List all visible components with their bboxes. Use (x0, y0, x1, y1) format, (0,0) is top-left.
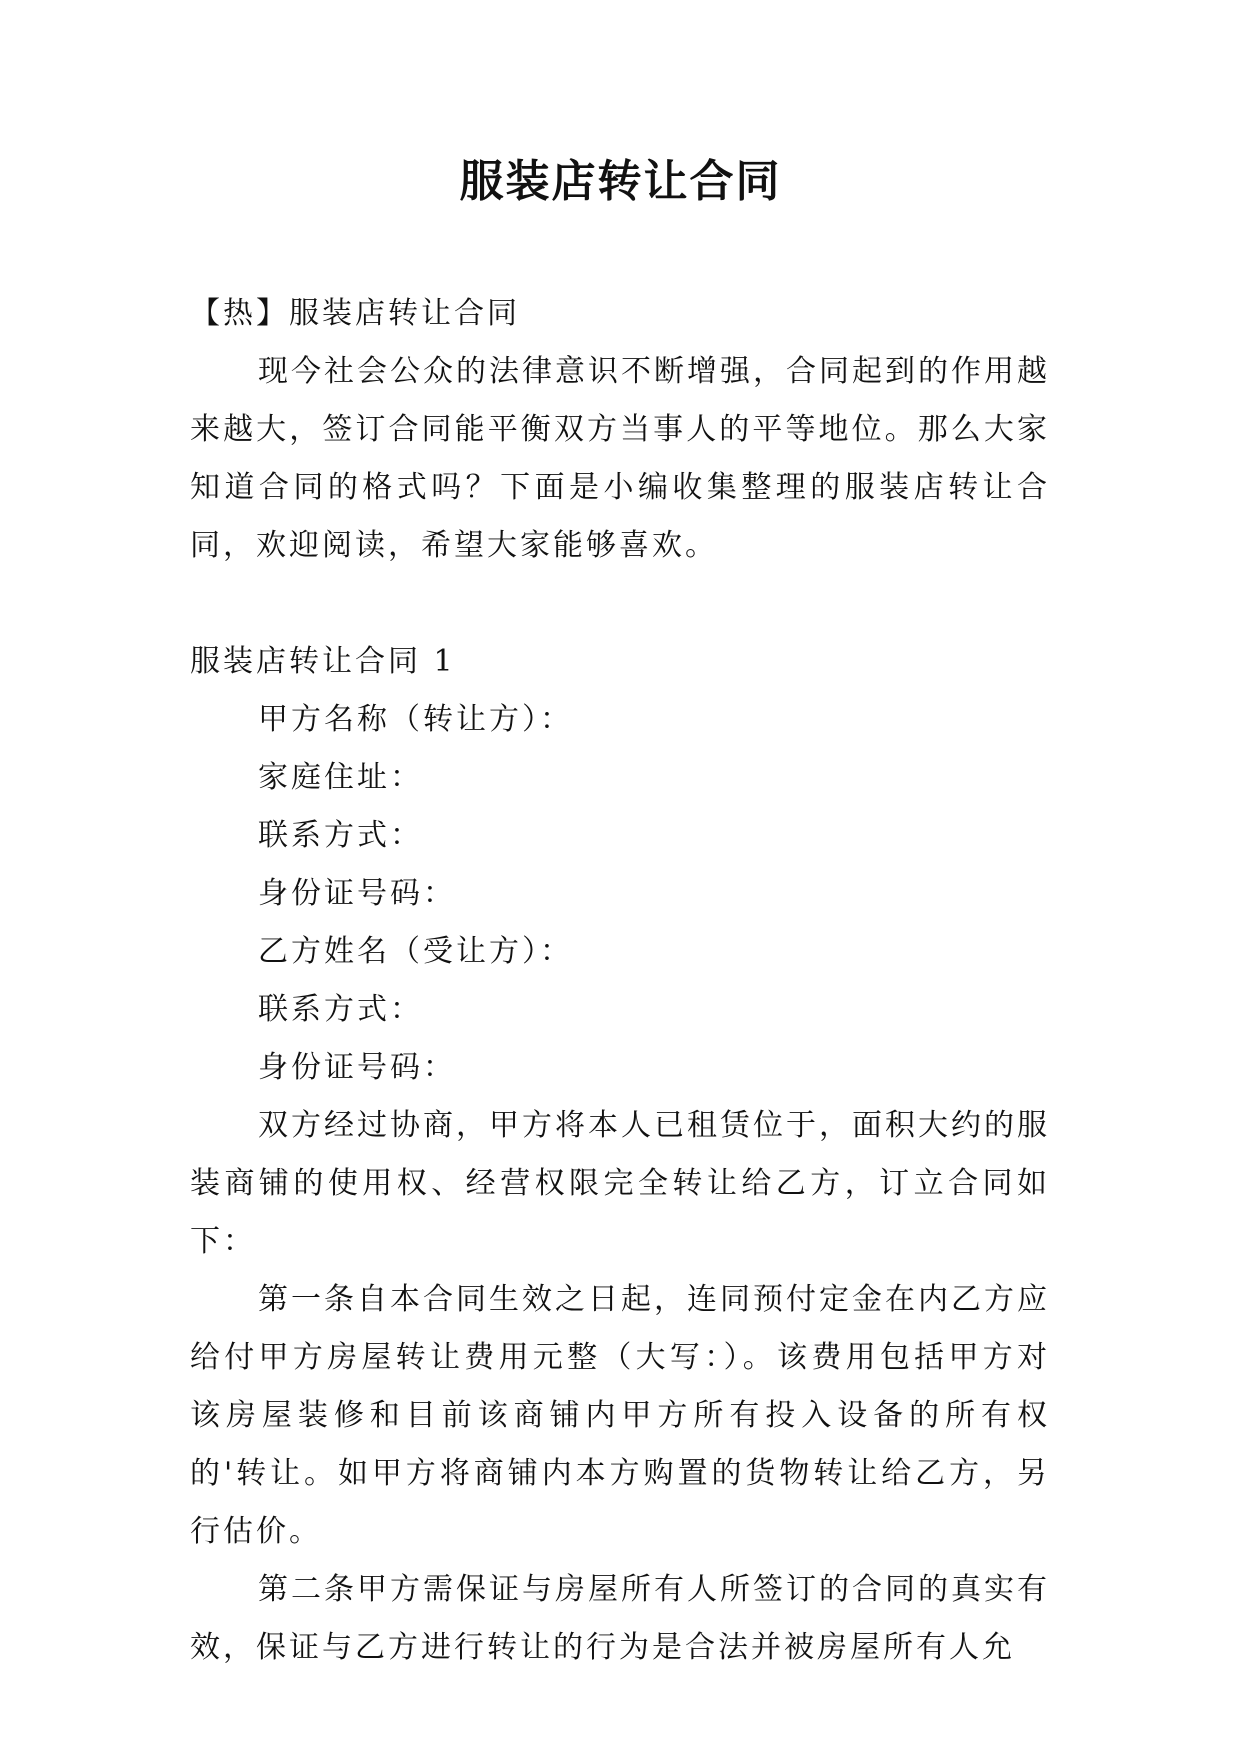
paragraph-article-2: 第二条甲方需保证与房屋所有人所签订的合同的真实有效，保证与乙方进行转让的行为是合法并被房屋所有人允 (190, 1572, 1050, 1665)
tag-line: 【热】服装店转让合同 (190, 296, 520, 331)
paragraph-article-1: 第一条自本合同生效之日起，连同预付定金在内乙方应给付甲方房屋转让费用元整（大写：）。该费用包括甲方对该房屋装修和目前该商铺内甲方所有投入设备的所有权的'转让。如甲方将商铺内本方购置的货物转让给乙方，另行估价。 (190, 1282, 1050, 1549)
paragraph-gap (190, 575, 1050, 633)
intro-paragraph: 现今社会公众的法律意识不断增强，合同起到的作用越来越大，签订合同能平衡双方当事人的平等地位。那么大家知道合同的格式吗？下面是小编收集整理的服装店转让合同，欢迎阅读，希望大家能够喜欢。 (190, 354, 1050, 563)
paragraph-agreement: 双方经过协商，甲方将本人已租赁位于，面积大约的服装商铺的使用权、经营权限完全转让给乙方，订立合同如下： (190, 1108, 1050, 1259)
section-heading: 服装店转让合同 1 (190, 644, 456, 679)
field-contact-a: 联系方式： (258, 818, 423, 853)
field-contact-b: 联系方式： (258, 992, 423, 1027)
field-id-number-a: 身份证号码： (258, 876, 456, 911)
field-home-address: 家庭住址： (258, 760, 423, 795)
document-title: 服装店转让合同 (459, 156, 782, 207)
field-id-number-b: 身份证号码： (258, 1050, 456, 1085)
field-party-a-name: 甲方名称（转让方）： (258, 702, 573, 737)
field-party-b-name: 乙方姓名（受让方）： (258, 934, 573, 969)
document-body (190, 285, 1050, 1677)
